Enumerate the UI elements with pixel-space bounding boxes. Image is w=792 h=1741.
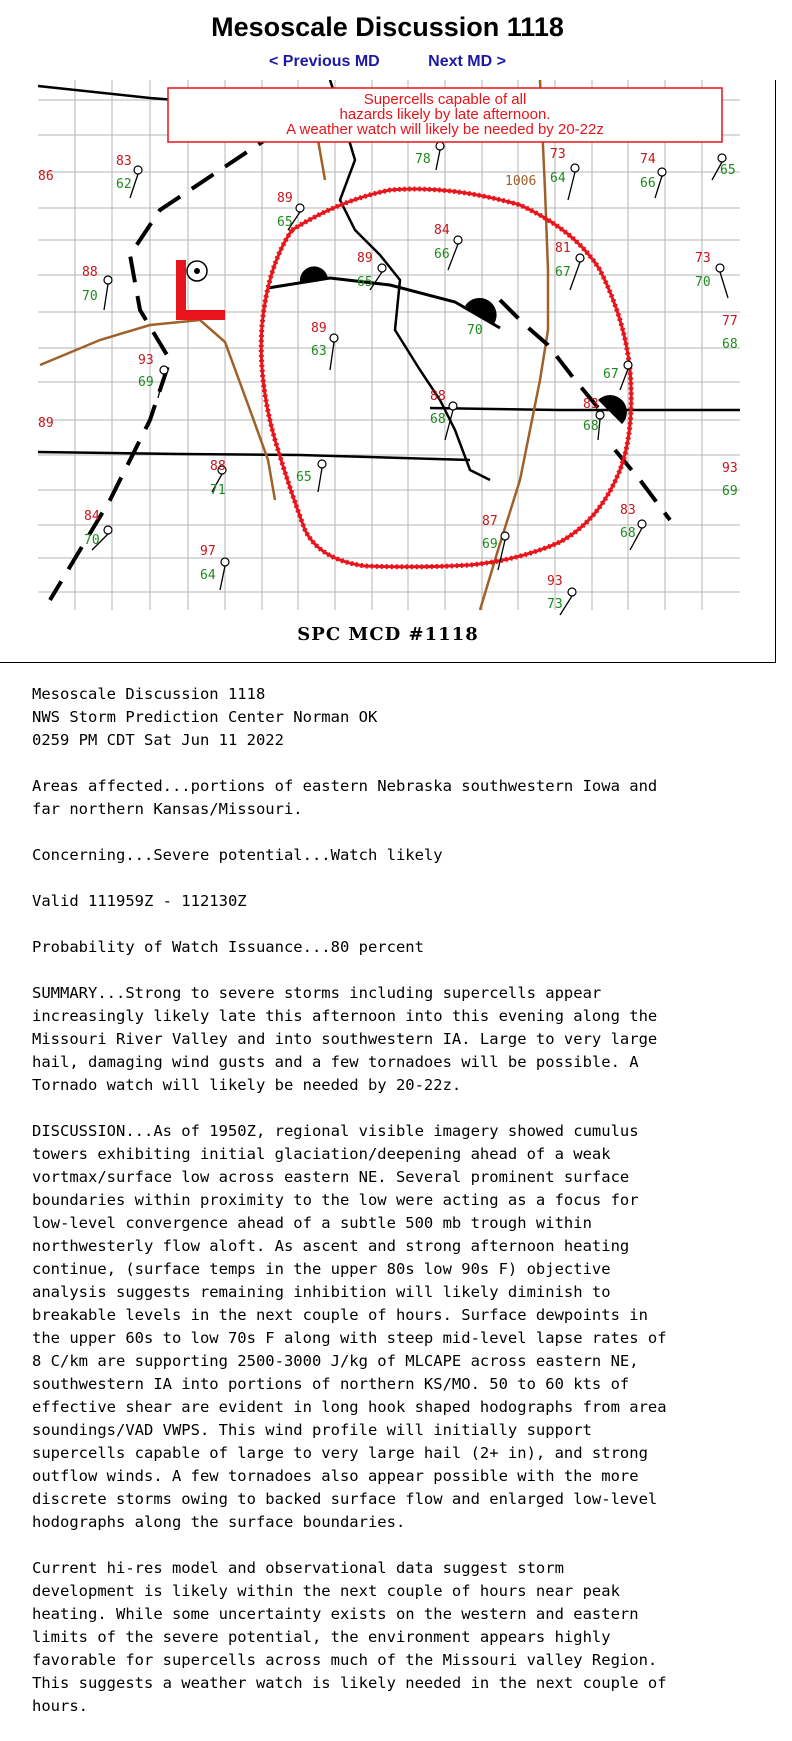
station-dewpoint: 62: [116, 177, 132, 192]
next-md-link[interactable]: Next MD >: [428, 53, 506, 70]
station-temp: 77: [722, 314, 738, 329]
page-title: Mesoscale Discussion 1118: [211, 12, 564, 42]
station-dewpoint: 66: [640, 176, 656, 191]
station-dewpoint: 70: [467, 323, 483, 338]
station-dewpoint: 63: [311, 344, 327, 359]
station-temp: 93: [722, 461, 738, 476]
station-temp: 89: [357, 251, 373, 266]
station-dewpoint: 71: [210, 483, 226, 498]
station-temp: 86: [38, 169, 54, 184]
station-temp: 84: [434, 223, 450, 238]
station-temp: 88: [210, 459, 226, 474]
front-line: [268, 278, 500, 328]
station-temp: 89: [277, 191, 293, 206]
station-dewpoint: 65: [357, 275, 373, 290]
station-dewpoint: 65: [720, 163, 736, 178]
annotation-line: A weather watch will likely be needed by 20-22z: [286, 121, 604, 138]
mcd-map: [0, 80, 776, 663]
station-dewpoint: 69: [482, 537, 498, 552]
station-dewpoint: 66: [434, 247, 450, 262]
previous-md-link[interactable]: < Previous MD: [269, 53, 380, 70]
station-dewpoint: 67: [603, 367, 619, 382]
station-dewpoint: 68: [722, 337, 738, 352]
station-dewpoint: 65: [296, 470, 312, 485]
station-temp: 97: [200, 544, 216, 559]
annotation-line: Supercells capable of all: [363, 91, 527, 108]
station-temp: 73: [550, 147, 566, 162]
station-dewpoint: 65: [277, 215, 293, 230]
map-graphic: [0, 80, 776, 663]
station-dewpoint: 67: [555, 265, 571, 280]
station-temp: 88: [82, 265, 98, 280]
station-temp: 83: [116, 154, 132, 169]
station-temp: 89: [311, 321, 327, 336]
station-dewpoint: 70: [82, 289, 98, 304]
station-temp: 93: [138, 353, 154, 368]
station-temp: 93: [547, 574, 563, 589]
station-temp: 78: [415, 152, 431, 167]
mcd-outline: [261, 189, 631, 567]
annotation-line: hazards likely by late afternoon.: [339, 106, 551, 123]
station-temp: 81: [555, 241, 571, 256]
pressure-label: 1006: [505, 174, 537, 189]
station-temp: 87: [482, 514, 498, 529]
station-dewpoint: 68: [583, 419, 599, 434]
station-dewpoint: 69: [138, 375, 154, 390]
discussion-text: Mesoscale Discussion 1118 NWS Storm Prediction Center Norman OK 0259 PM CDT Sat Jun 11 2022 Areas affected...portions of eastern Nebraska southwestern Iowa and far northern Kansas/Missouri. Concerning...Severe potential...Watch likely Valid 111959Z - 112130Z Probability of Watch Issuance...80 percent SUMMARY...Strong to severe storms including supercells appear increasingly likely late this afternoon into this evening along the Missouri River Valley and into southwestern IA. Large to very large hail, damaging wind gusts and a few tornadoes will be possible. A Tornado watch will likely be needed by 20-22z. DISCUSSION...As of 1950Z, regional visible imagery showed cumulus towers exhibiting initial glaciation/deepening ahead of a weak vortmax/surface low across eastern NE. Several prominent surface boundaries within proximity to the low were acting as a focus for low-level convergence ahead of a subtle 500 mb trough within northwesterly flow aloft. As ascent and strong afternoon heating continue, (surface temps in the upper 80s low 90s F) objective analysis suggests remaining inhibition will likely diminish to breakable levels in the next couple of hours. Surface dewpoints in the upper 60s to low 70s F along with steep mid-level lapse rates of 8 C/km are supporting 2500-3000 J/kg of MLCAPE across eastern NE, southwestern IA into portions of northern KS/MO. 50 to 60 kts of effective shear are evident in long hook shaped hodographs from area soundings/VAD VWPS. This wind profile will initially support supercells capable of large to very large hail (2+ in), and strong outflow winds. A few tornadoes also appear possible with the more discrete storms owing to backed surface flow and enlarged low-level hodographs along the surface boundaries. Current hi-res model and observational data suggest storm development is likely within the next couple of hours near peak heating. While some uncertainty exists on the western and eastern limits of the severe potential, the environment appears highly favorable for supercells across much of the Missouri valley Region. This suggests a weather watch is likely needed in the next couple of hours.: [32, 685, 667, 1715]
station-dewpoint: 73: [547, 597, 563, 612]
station-dewpoint: 70: [695, 275, 711, 290]
station-temp: 88: [430, 389, 446, 404]
station-dewpoint: 70: [84, 533, 100, 548]
station-dewpoint: 68: [620, 526, 636, 541]
map-footer-label: SPC MCD #1118: [297, 624, 479, 645]
station-temp: 74: [640, 152, 656, 167]
station-temp: 89: [38, 416, 54, 431]
front-symbols: [300, 266, 627, 424]
station-temp: 84: [84, 509, 100, 524]
station-temp: 73: [695, 251, 711, 266]
station-dewpoint: 64: [550, 171, 566, 186]
station-temp: 83: [620, 503, 636, 518]
station-dewpoint: 69: [722, 484, 738, 499]
station-temp: 83: [583, 397, 599, 412]
station-dewpoint: 68: [430, 412, 446, 427]
station-dewpoint: 64: [200, 568, 216, 583]
md-navigation: [0, 53, 775, 71]
